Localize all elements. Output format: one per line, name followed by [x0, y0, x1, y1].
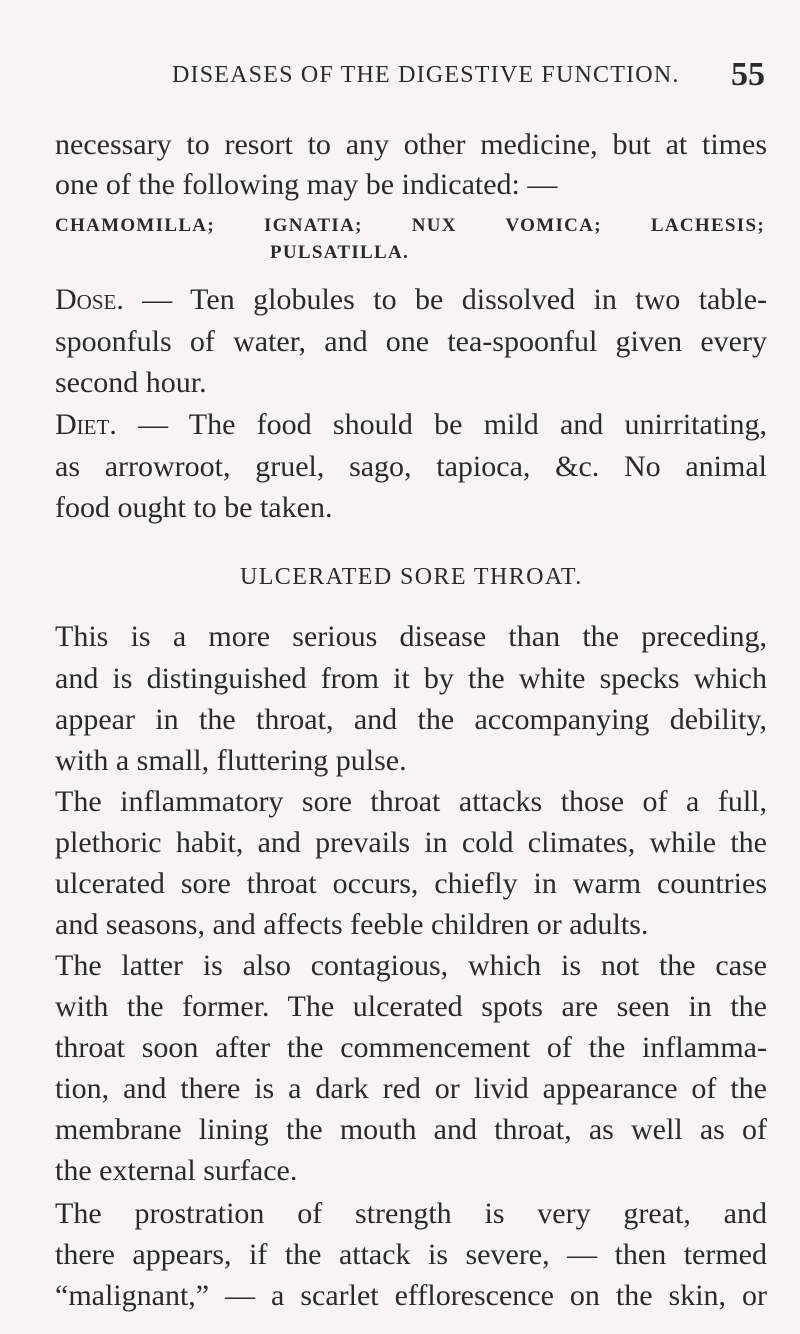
- body-line: tion, and there is a dark red or livid appearance of the: [55, 1072, 767, 1105]
- page-number: 55: [731, 56, 765, 93]
- body-line: one of the following may be indicated: —: [55, 168, 558, 201]
- body-line: The prostration of strength is very great, and: [55, 1197, 767, 1230]
- body-line: throat soon after the commencement of the inflamma-: [55, 1031, 767, 1064]
- running-head: [120, 56, 765, 100]
- body-line: food ought to be taken.: [55, 491, 333, 524]
- body-line: This is a more serious disease than the preceding,: [55, 620, 767, 653]
- body-line: necessary to resort to any other medicine, but at times: [55, 128, 767, 161]
- diet-label: Diet.: [55, 408, 117, 441]
- body-line: ulcerated sore throat occurs, chiefly in warm countries: [55, 867, 767, 900]
- body-line: the external surface.: [55, 1154, 298, 1187]
- body-line: and seasons, and affects feeble children or adults.: [55, 908, 649, 941]
- body-line: The latter is also contagious, which is not the case: [55, 949, 767, 982]
- remedy-list-line: PULSATILLA.: [270, 242, 410, 263]
- body-line: plethoric habit, and prevails in cold climates, while the: [55, 826, 767, 859]
- body-line: with a small, fluttering pulse.: [55, 744, 407, 777]
- body-line: appear in the throat, and the accompanying debility,: [55, 703, 767, 736]
- running-title: DISEASES OF THE DIGESTIVE FUNCTION.: [172, 62, 680, 88]
- body-line: with the former. The ulcerated spots are seen in the: [55, 990, 767, 1023]
- dose-text: — Ten globules to be dissolved in two table-: [123, 283, 767, 316]
- diet-text: — The food should be mild and unirritating,: [116, 408, 767, 441]
- dose-paragraph-line: [55, 283, 767, 317]
- remedy-list-line: CHAMOMILLA; IGNATIA; NUX VOMICA; LACHESIS;: [55, 215, 765, 236]
- body-line: as arrowroot, gruel, sago, tapioca, &c. No animal: [55, 450, 767, 483]
- body-line: membrane lining the mouth and throat, as well as of: [55, 1113, 767, 1146]
- body-line: The inflammatory sore throat attacks those of a full,: [55, 785, 767, 818]
- body-line: spoonfuls of water, and one tea-spoonful given every: [55, 325, 767, 358]
- body-line: second hour.: [55, 366, 207, 399]
- body-line: “malignant,” — a scarlet efflorescence on the skin, or: [55, 1279, 767, 1312]
- dose-label: Dose.: [55, 283, 124, 316]
- section-heading: ULCERATED SORE THROAT.: [240, 564, 583, 590]
- diet-paragraph-line: [55, 408, 767, 442]
- body-line: there appears, if the attack is severe, — then termed: [55, 1238, 767, 1271]
- body-line: and is distinguished from it by the white specks which: [55, 662, 767, 695]
